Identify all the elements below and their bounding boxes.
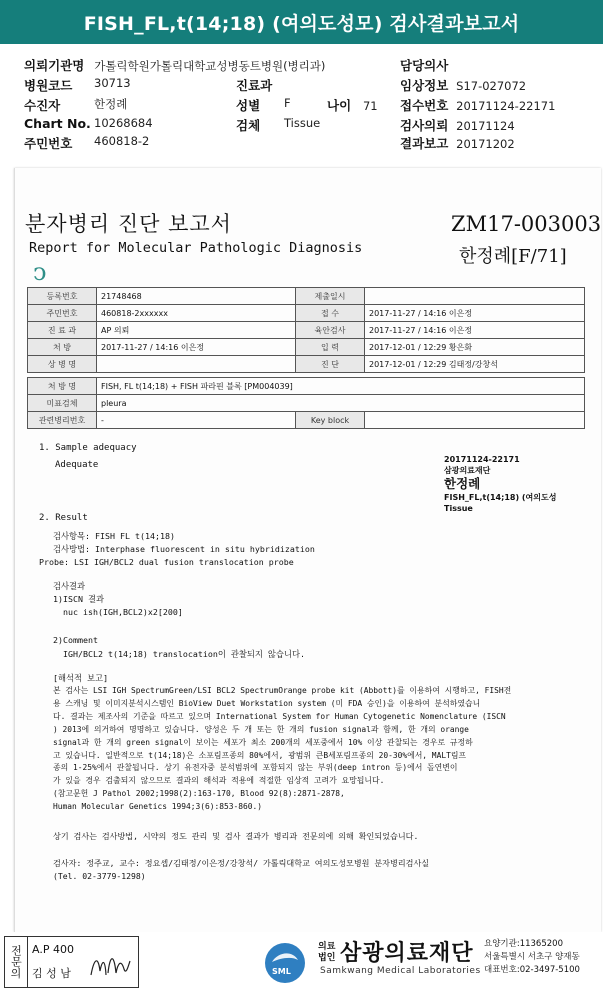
interp-line: 용 스캐닝 및 이미지분석시스템인 BioView Duet Workstation system (미 FDA 승인)을 이용하여 분석하였습니 — [53, 698, 481, 708]
sticker-specimen: Tissue — [444, 504, 473, 513]
org-prefix — [318, 942, 335, 964]
path-no-value: - — [97, 412, 296, 429]
report-date-row — [400, 134, 515, 152]
report-date-value: 20171202 — [456, 137, 515, 151]
order-label: 처 방 — [28, 339, 97, 356]
findings-heading: 검사결과 — [53, 581, 86, 591]
handwritten-mark: ↄ — [33, 258, 47, 286]
clinical-info-label: 임상정보 — [400, 78, 449, 93]
age-value: 71 — [362, 99, 378, 113]
table-id-label: 주민번호 — [28, 305, 97, 322]
patient-value: 한정례 — [94, 97, 128, 111]
sample-heading: 1. Sample adequacy — [39, 443, 137, 453]
sex-row — [236, 96, 291, 114]
interp-line: ) 2013에 의거하여 명명하고 있습니다. 양성은 두 개 또는 한 개의 fusion signal과 함께, 한 개의 orange — [53, 724, 469, 734]
report-title-en: Report for Molecular Pathologic Diagnosis — [29, 240, 363, 256]
interp-line: (참고문헌 J Pathol 2002;1998(2):163-170, Blood 92(8):2871-2878, — [53, 789, 345, 799]
institution-label: 의뢰기관명 — [24, 58, 85, 73]
exam-label: 처 방 명 — [28, 378, 97, 395]
id-value: 460818-2 — [94, 134, 150, 148]
chart-value: 10268684 — [94, 116, 153, 130]
report-date-label: 결과보고 — [400, 136, 449, 151]
scanned-report — [14, 168, 601, 932]
sticker-name: 한정례 — [444, 476, 481, 491]
report-title: FISH_FL,t(14;18) (여의도성모) 검사결과보고서 — [83, 12, 520, 35]
hospital-code-value: 30713 — [94, 76, 131, 90]
key-block-value — [365, 412, 585, 429]
probe-line: Probe: LSI IGH/BCL2 dual fusion translocation probe — [39, 557, 294, 567]
receipt-no-row — [400, 96, 555, 114]
dept-label: 진 료 과 — [28, 322, 97, 339]
hospital-code-row — [24, 76, 131, 94]
clinical-info-row — [400, 76, 526, 94]
sticker-org: 삼광의료재단 — [444, 466, 491, 475]
extract-value: 2017-11-27 / 14:16 이은정 — [365, 322, 585, 339]
interp-line: 가 있을 경우 검출되지 않으므로 결과의 해석과 적용에 적절한 임상적 고려가 요망됩니다. — [53, 776, 385, 786]
specimen-name-value: pleura — [97, 395, 585, 412]
department-row — [236, 76, 272, 94]
confirm-line: 상기 검사는 검사방법, 시약의 정도 관리 및 검사 결과가 병리과 전문의에 의해 확인되었습니다. — [53, 831, 419, 841]
signature-scribble — [88, 949, 132, 981]
receipt-no-label: 접수번호 — [400, 98, 449, 113]
patient-tag: 한정례[F/71] — [459, 246, 567, 267]
age-row — [327, 96, 378, 114]
receipt-value: 2017-11-27 / 14:16 이은정 — [365, 305, 585, 322]
institution-row — [24, 56, 325, 74]
department-label: 진료과 — [236, 78, 273, 93]
doctor-label: 담당의사 — [400, 58, 449, 73]
comment-value: IGH/BCL2 t(14;18) translocation이 관찰되지 않습니다. — [63, 649, 305, 659]
request-date-row — [400, 116, 515, 134]
hospital-code-label: 병원코드 — [24, 78, 73, 93]
reg-no-label: 등록번호 — [28, 288, 97, 305]
interp-line: Human Molecular Genetics 1994;3(6):853-860.) — [53, 802, 263, 812]
table-id-value: 460818-2xxxxxx — [97, 305, 296, 322]
specimen-value: Tissue — [284, 116, 321, 130]
org-prefix-2: 법인 — [318, 953, 336, 963]
patient-row — [24, 96, 128, 114]
chart-label: Chart No. — [24, 116, 91, 131]
exam-value: FISH, FL t(14;18) + FISH 파라핀 블록 [PM004039] — [97, 378, 585, 395]
interp-paragraph — [53, 685, 511, 814]
id-row — [24, 134, 150, 152]
dept-value: AP 의뢰 — [97, 322, 296, 339]
specimen-row — [236, 116, 321, 134]
input-label: 입 력 — [296, 339, 365, 356]
footer — [0, 932, 603, 1000]
specimen-label: 검체 — [236, 118, 261, 133]
signature-box — [26, 936, 139, 988]
iscn-value: nuc ish(IGH,BCL2)x2[200] — [63, 607, 183, 617]
age-label: 나이 — [327, 98, 352, 113]
specimen-name-label: 미표검체 — [28, 395, 97, 412]
key-block-label: Key block — [296, 412, 365, 429]
org-prefix-1: 의료 — [318, 942, 336, 952]
report-title-ko: 분자병리 진단 보고서 — [25, 212, 232, 236]
specimen-sticker — [444, 454, 556, 514]
patient-info-table — [27, 287, 585, 373]
receipt-label: 접 수 — [296, 305, 365, 322]
submit-label: 제출일시 — [296, 288, 365, 305]
footer-doctor: 김 성 남 — [32, 967, 71, 980]
org-code: 요양기관:11365200 — [484, 939, 563, 949]
disease-value — [97, 356, 296, 373]
path-no-label: 관련병리번호 — [28, 412, 97, 429]
chart-row — [24, 116, 153, 131]
patient-label: 수진자 — [24, 98, 61, 113]
report-title-bar — [0, 0, 603, 44]
interp-heading: [해석적 보고] — [53, 673, 109, 683]
submit-value — [365, 288, 585, 305]
sticker-test: FISH_FL,t(14;18) (여의도성 — [444, 493, 557, 502]
footer-dept: A.P 400 — [32, 943, 74, 956]
sml-logo-icon — [264, 942, 306, 984]
logo-text: SML — [272, 967, 291, 976]
interp-line: 본 검사는 LSI IGH SpectrumGreen/LSI BCL2 SpectrumOrange probe kit (Abbott)를 이용하여 시행하고, FISH전 — [53, 686, 512, 695]
exam-info-table — [27, 377, 585, 429]
interp-line: signal과 한 개의 green signal이 보이는 세포가 최소 200개의 세포중에서 10% 이상 관찰되는 경우로 규정하 — [53, 737, 473, 747]
reg-no-value: 21748468 — [97, 288, 296, 305]
case-number: ZM17-003003 — [451, 212, 602, 236]
sample-value: Adequate — [55, 460, 99, 470]
result-item-line: 검사항목: FISH FL t(14;18) — [53, 531, 175, 541]
org-address: 서울특별시 서초구 양재동 — [484, 952, 580, 962]
input-value: 2017-12-01 / 12:29 황은화 — [365, 339, 585, 356]
diag-label: 진 단 — [296, 356, 365, 373]
sml-logo — [264, 942, 306, 984]
interp-line: 다. 결과는 제조사의 기준을 따르고 있으며 International System for Human Cytogenetic Nomenclature (ISCN — [53, 711, 506, 721]
diag-value: 2017-12-01 / 12:29 김태정/강창석 — [365, 356, 585, 373]
examiner-line: 검사자: 정주교, 교수: 정요셉/김태정/이은정/강창석/ 가톨릭대학교 여의도성모병원 분자병리검사실 — [53, 858, 430, 868]
org-name: 삼광의료재단 — [340, 941, 474, 966]
result-lines — [53, 530, 315, 556]
receipt-no-value: 20171124-22171 — [456, 99, 556, 113]
order-value: 2017-11-27 / 14:16 이은정 — [97, 339, 296, 356]
badge-bottom: 의 — [10, 966, 22, 980]
org-contact — [484, 938, 580, 977]
result-heading: 2. Result — [39, 513, 88, 523]
comment-heading: 2)Comment — [53, 635, 98, 645]
clinical-info-value: S17-027072 — [456, 79, 527, 93]
interp-line: 고 있습니다. 일반적으로 t(14;18)은 소포림프종의 80%에서, 광범위 큰B세포림프종의 20-30%에서, MALT림프 — [53, 750, 467, 760]
badge-top: 전문 — [9, 944, 23, 967]
result-method-line: 검사방법: Interphase fluorescent in situ hybridization — [53, 544, 315, 554]
specialist-badge — [4, 936, 28, 988]
extract-label: 육안검사 — [296, 322, 365, 339]
org-phone: 대표번호:02-3497-5100 — [484, 965, 580, 975]
org-name-en: Samkwang Medical Laboratories — [320, 966, 481, 976]
disease-label: 상 병 명 — [28, 356, 97, 373]
sex-value: F — [284, 96, 291, 110]
sticker-number: 20171124-22171 — [444, 455, 520, 464]
doctor-row — [400, 56, 448, 74]
iscn-heading: 1)ISCN 결과 — [53, 594, 104, 604]
tel-line: (Tel. 02-3779-1298) — [53, 871, 146, 881]
request-date-label: 검사의뢰 — [400, 118, 449, 133]
request-date-value: 20171124 — [456, 119, 515, 133]
institution-value: 가톨릭학원가톨릭대학교성병동트병원(병리과) — [94, 59, 326, 73]
sex-label: 성별 — [236, 98, 261, 113]
interp-line: 종의 1-25%에서 관찰됩니다. 상기 유전자중 분석범위에 포함되지 않는 부위(deep intron 등)에서 돌연변이 — [53, 763, 458, 773]
id-label: 주민번호 — [24, 136, 73, 151]
